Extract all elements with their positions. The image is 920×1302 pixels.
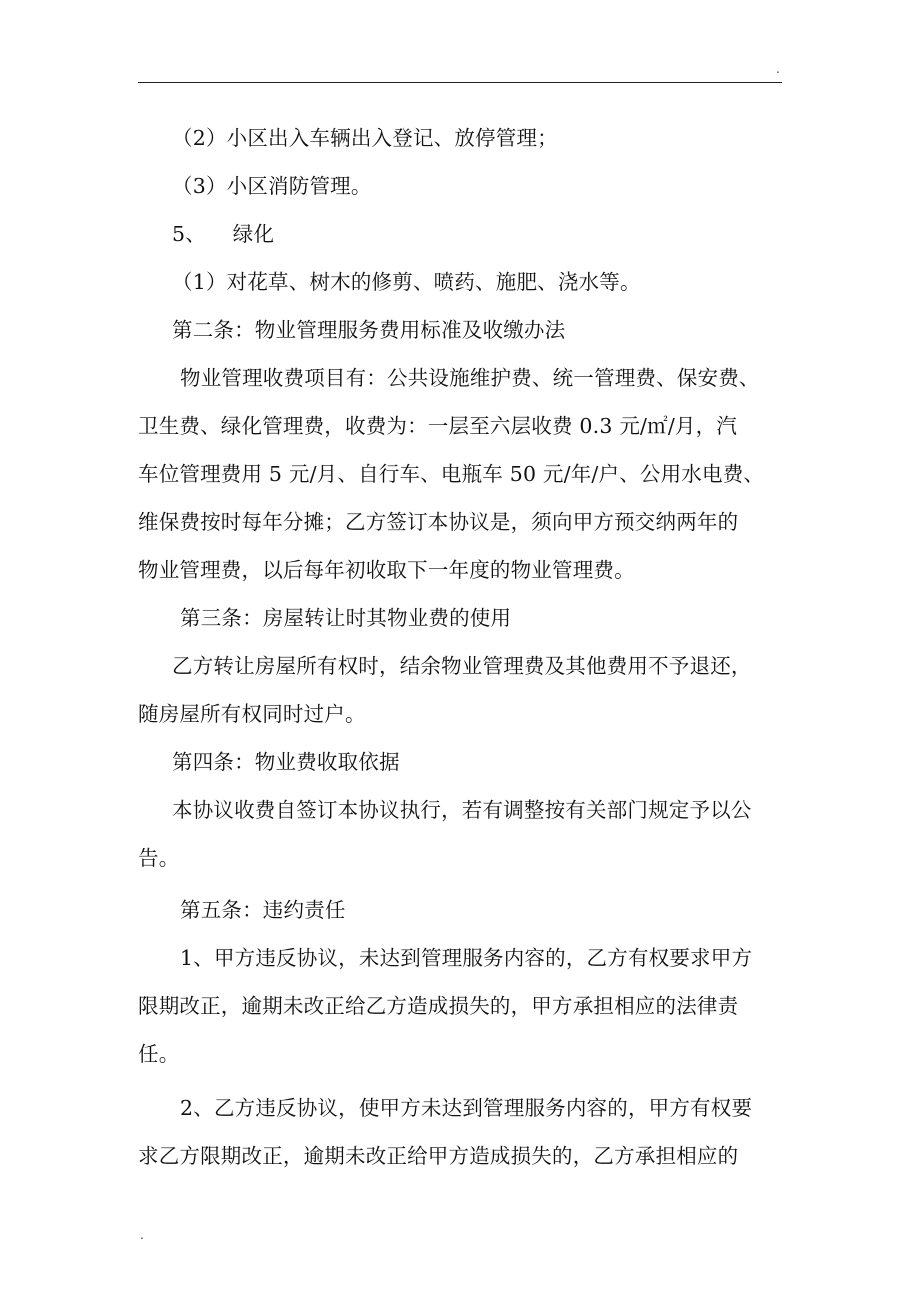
- article-3-heading: 第三条：房屋转让时其物业费的使用: [180, 606, 512, 630]
- article-2-heading: 第二条：物业管理服务费用标准及收缴办法: [172, 318, 566, 342]
- item-1-greening-tasks: （1）对花草、树木的修剪、喷药、施肥、浇水等。: [172, 270, 641, 294]
- article-5-clause-2-line-1: 2、乙方违反协议，使甲方未达到管理服务内容的，甲方有权要: [180, 1096, 753, 1120]
- footer-mark: .: [140, 1228, 144, 1242]
- article-2-paragraph-line-4: 维保费按时每年分摊；乙方签订本协议是，须向甲方预交纳两年的: [138, 510, 739, 534]
- article-2-paragraph-line-5: 物业管理费，以后每年初收取下一年度的物业管理费。: [138, 558, 635, 582]
- article-3-paragraph-line-2: 随房屋所有权同时过户。: [138, 702, 366, 726]
- article-4-paragraph-line-1: 本协议收费自签订本协议执行，若有调整按有关部门规定予以公: [172, 798, 752, 822]
- header-mark: .: [776, 62, 780, 76]
- item-2-vehicle-management: （2）小区出入车辆出入登记、放停管理；: [172, 126, 558, 150]
- article-5-clause-1-line-1: 1、甲方违反协议，未达到管理服务内容的，乙方有权要求甲方: [180, 946, 753, 970]
- section-5-greening-heading: 5、 绿化: [172, 222, 275, 246]
- item-3-fire-management: （3）小区消防管理。: [172, 174, 372, 198]
- article-2-paragraph-line-2: 卫生费、绿化管理费，收费为：一层至六层收费 0.3 元/㎡/月，汽: [138, 414, 738, 438]
- article-2-paragraph-line-1: 物业管理收费项目有：公共设施维护费、统一管理费、保安费、: [180, 366, 760, 390]
- article-5-clause-1-line-2: 限期改正，逾期未改正给乙方造成损失的，甲方承担相应的法律责: [138, 994, 739, 1018]
- article-5-clause-2-line-2: 求乙方限期改正，逾期未改正给甲方造成损失的，乙方承担相应的: [138, 1144, 739, 1168]
- article-2-paragraph-line-3: 车位管理费用 5 元/月、自行车、电瓶车 50 元/年/户、公用水电费、: [138, 462, 765, 486]
- article-5-heading: 第五条：违约责任: [180, 898, 346, 922]
- article-4-paragraph-line-2: 告。: [138, 846, 180, 870]
- document-body: [138, 114, 786, 1180]
- article-3-paragraph-line-1: 乙方转让房屋所有权时，结余物业管理费及其他费用不予退还，: [172, 654, 752, 678]
- article-5-clause-1-line-3: 任。: [138, 1042, 180, 1066]
- header-rule: [138, 82, 782, 83]
- article-4-heading: 第四条：物业费收取依据: [172, 750, 400, 774]
